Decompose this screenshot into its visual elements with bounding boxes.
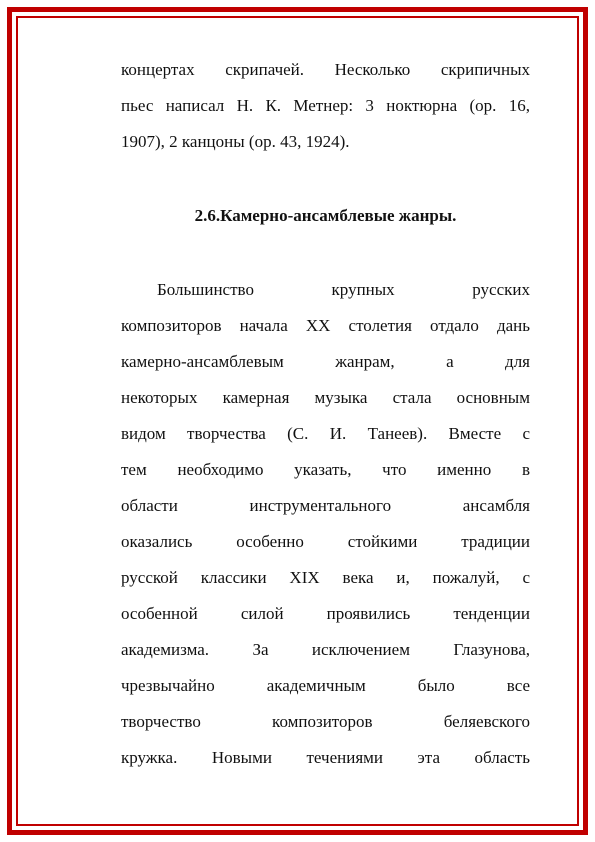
paragraph-line: кружка. Новыми течениями эта область xyxy=(121,748,530,767)
paragraph-line: пьес написал Н. К. Метнер: 3 ноктюрна (ор. 16, xyxy=(121,96,530,115)
paragraph-line: оказались особенно стойкими традиции xyxy=(121,532,530,551)
top-paragraph xyxy=(121,52,530,160)
paragraph-line: области инструментального ансамбля xyxy=(121,496,530,515)
paragraph-line: 1907), 2 канцоны (ор. 43, 1924). xyxy=(121,132,350,151)
paragraph-line: видом творчества (С. И. Танеев). Вместе с xyxy=(121,424,530,443)
body-paragraph xyxy=(121,272,530,776)
paragraph-line: чрезвычайно академичным было все xyxy=(121,676,530,695)
section-heading: 2.6.Камерно-ансамблевые жанры. xyxy=(194,206,457,225)
paragraph-line: тем необходимо указать, что именно в xyxy=(121,460,530,479)
paragraph-line: русской классики XIX века и, пожалуй, с xyxy=(121,568,530,587)
paragraph-line: Большинство крупных русских xyxy=(157,280,530,299)
paragraph-line: концертах скрипачей. Несколько скрипичных xyxy=(121,60,530,79)
paragraph-line: камерно-ансамблевым жанрам, а для xyxy=(121,352,530,371)
paragraph-line: творчество композиторов беляевского xyxy=(121,712,530,731)
paragraph-line: композиторов начала XX столетия отдало дань xyxy=(121,316,530,335)
paragraph-line: некоторых камерная музыка стала основным xyxy=(121,388,530,407)
paragraph-line: особенной силой проявились тенденции xyxy=(121,604,530,623)
page-content xyxy=(121,52,530,776)
paragraph-line: академизма. За исключением Глазунова, xyxy=(121,640,530,659)
